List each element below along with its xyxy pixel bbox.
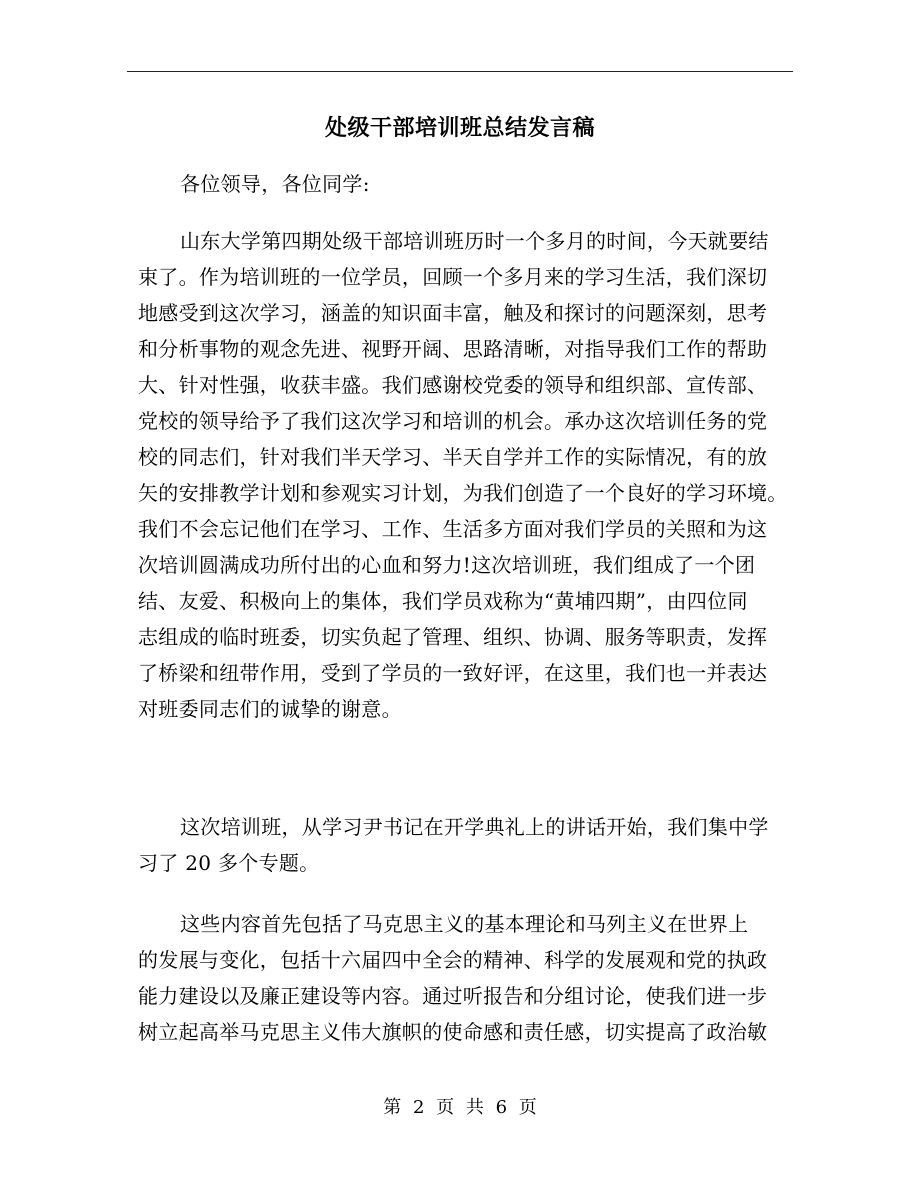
paragraph-3 (138, 906, 800, 1050)
paragraph-line: 习了 20 多个专题。 (138, 851, 320, 875)
paragraph-line: 校的同志们，针对我们半天学习、半天自学并工作的实际情况，有的放 (138, 445, 768, 469)
document-title: 处级干部培训班总结发言稿 (324, 115, 595, 141)
paragraph-line: 党校的领导给予了我们这次学习和培训的机会。承办这次培训任务的党 (138, 409, 768, 433)
paragraph-1 (138, 223, 800, 727)
salutation: 各位领导，各位同学: (180, 172, 370, 196)
paragraph-line: 了桥梁和纽带作用，受到了学员的一致好评，在这里，我们也一并表达 (138, 661, 768, 685)
paragraph-line: 志组成的临时班委，切实负起了管理、组织、协调、服务等职责，发挥 (138, 625, 768, 649)
page-footer: 第 2 页 共 6 页 (383, 1097, 537, 1118)
paragraph-line: 的发展与变化，包括十六届四中全会的精神、科学的发展观和党的执政 (138, 948, 768, 972)
paragraph-line: 次培训圆满成功所付出的心血和努力!这次培训班，我们组成了一个团 (138, 553, 756, 577)
paragraph-line: 这些内容首先包括了马克思主义的基本理论和马列主义在世界上 (180, 912, 749, 936)
paragraph-line: 和分析事物的观念先进、视野开阔、思路清晰，对指导我们工作的帮助 (138, 337, 768, 361)
paragraph-line: 这次培训班，从学习尹书记在开学典礼上的讲话开始，我们集中学 (180, 815, 769, 839)
paragraph-2 (138, 809, 800, 881)
paragraph-line: 地感受到这次学习，涵盖的知识面丰富，触及和探讨的问题深刻，思考 (138, 301, 768, 325)
paragraph-line: 结、友爱、积极向上的集体，我们学员戏称为“黄埔四期”，由四位同 (138, 589, 748, 613)
paragraph-line: 束了。作为培训班的一位学员，回顾一个多月来的学习生活，我们深切 (138, 265, 768, 289)
paragraph-line: 我们不会忘记他们在学习、工作、生活多方面对我们学员的关照和为这 (138, 517, 768, 541)
paragraph-line: 树立起高举马克思主义伟大旗帜的使命感和责任感，切实提高了政治敏 (138, 1020, 768, 1044)
paragraph-line: 大、针对性强，收获丰盛。我们感谢校党委的领导和组织部、宣传部、 (138, 373, 768, 397)
paragraph-line: 山东大学第四期处级干部培训班历时一个多月的时间，今天就要结 (180, 229, 769, 253)
paragraph-line: 能力建设以及廉正建设等内容。通过听报告和分组讨论，使我们进一步 (138, 984, 768, 1008)
paragraph-line: 对班委同志们的诚挚的谢意。 (138, 697, 402, 721)
header-rule (127, 71, 793, 72)
paragraph-line: 矢的安排教学计划和参观实习计划，为我们创造了一个良好的学习环境。 (138, 481, 788, 505)
